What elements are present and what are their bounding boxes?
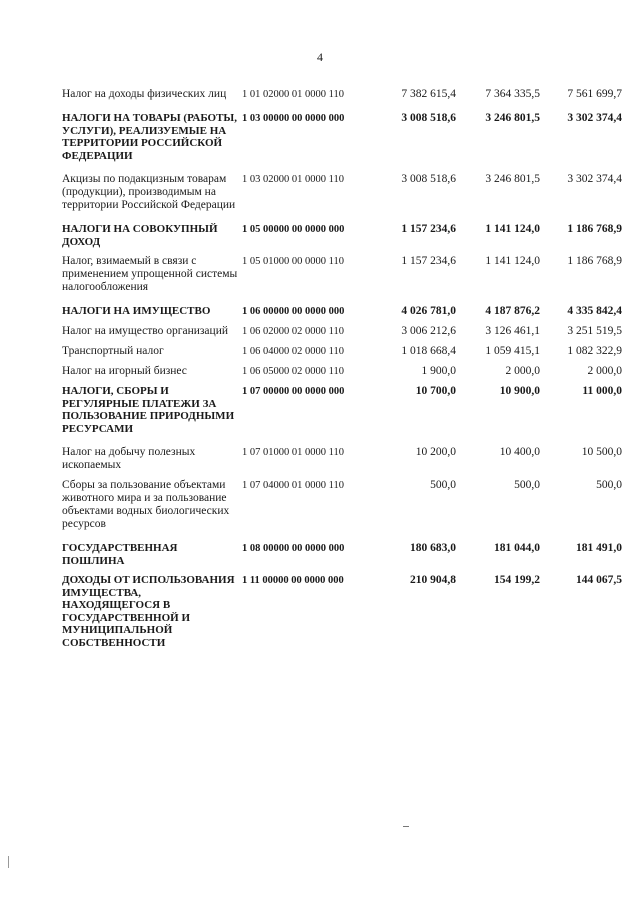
row-value-3: 3 302 374,4 [567, 112, 622, 124]
row-value-3: 11 000,0 [582, 385, 622, 397]
row-value-2: 154 199,2 [494, 574, 540, 586]
row-value-3: 181 491,0 [576, 542, 622, 554]
row-value-1: 3 006 212,6 [401, 325, 456, 337]
table-row [62, 301, 622, 325]
table-row [62, 574, 622, 656]
row-value-1: 180 683,0 [410, 542, 456, 554]
row-value-2: 1 059 415,1 [485, 345, 540, 357]
row-value-2: 10 400,0 [499, 446, 540, 458]
row-code: 1 06 04000 02 0000 110 [242, 346, 344, 357]
row-value-1: 1 157 234,6 [401, 255, 456, 267]
row-name: НАЛОГИ, СБОРЫ И РЕГУЛЯРНЫЕ ПЛАТЕЖИ ЗА ПОЛЬЗОВАНИЕ ПРИРОДНЫМИ РЕСУРСАМИ [62, 385, 235, 435]
table-row [62, 88, 622, 108]
row-name: Налог на игорный бизнес [62, 365, 187, 377]
row-value-2: 1 141 124,0 [485, 255, 540, 267]
row-value-1: 3 008 518,6 [401, 173, 456, 185]
row-name: НАЛОГИ НА ИМУЩЕСТВО [62, 305, 211, 317]
row-value-1: 500,0 [430, 479, 456, 491]
row-value-2: 7 364 335,5 [485, 88, 540, 100]
table-row [62, 385, 622, 442]
row-value-3: 2 000,0 [587, 365, 622, 377]
row-code: 1 03 00000 00 0000 000 [242, 113, 345, 124]
row-name: ГОСУДАРСТВЕННАЯ ПОШЛИНА [62, 542, 178, 567]
row-value-2: 3 126 461,1 [485, 325, 540, 337]
row-value-1: 1 018 668,4 [401, 345, 456, 357]
row-value-2: 1 141 124,0 [485, 223, 540, 235]
table-body [62, 88, 622, 656]
row-value-3: 7 561 699,7 [567, 88, 622, 100]
row-value-3: 500,0 [596, 479, 622, 491]
table-row [62, 219, 622, 255]
page-number: 4 [317, 50, 323, 64]
row-name: Сборы за пользование объектами животного мира и за пользование объектами водных биологических ресурсов [62, 479, 230, 530]
row-value-2: 3 246 801,5 [485, 112, 540, 124]
row-code: 1 06 02000 02 0000 110 [242, 326, 344, 337]
table-row [62, 479, 622, 538]
row-value-1: 1 900,0 [421, 365, 456, 377]
row-value-3: 1 082 322,9 [567, 345, 622, 357]
row-value-3: 4 335 842,4 [567, 305, 622, 317]
row-value-1: 10 200,0 [415, 446, 456, 458]
row-value-1: 4 026 781,0 [401, 305, 456, 317]
row-value-2: 4 187 876,2 [485, 305, 540, 317]
scan-mark [403, 826, 409, 827]
row-value-3: 144 067,5 [576, 574, 622, 586]
row-code: 1 06 05000 02 0000 110 [242, 366, 344, 377]
row-code: 1 03 02000 01 0000 110 [242, 174, 344, 185]
table-row [62, 108, 622, 169]
row-name: Налог на доходы физических лиц [62, 88, 227, 100]
row-code: 1 06 00000 00 0000 000 [242, 306, 345, 317]
table-row [62, 169, 622, 219]
row-name: НАЛОГИ НА СОВОКУПНЫЙ ДОХОД [62, 223, 218, 248]
row-code: 1 07 00000 00 0000 000 [242, 386, 345, 397]
row-value-3: 1 186 768,9 [567, 223, 622, 235]
row-code: 1 07 04000 01 0000 110 [242, 480, 344, 491]
row-code: 1 08 00000 00 0000 000 [242, 543, 345, 554]
row-value-3: 10 500,0 [581, 446, 622, 458]
row-code: 1 11 00000 00 0000 000 [242, 575, 344, 586]
row-value-3: 3 251 519,5 [567, 325, 622, 337]
row-value-3: 1 186 768,9 [567, 255, 622, 267]
row-name: НАЛОГИ НА ТОВАРЫ (РАБОТЫ, УСЛУГИ), РЕАЛИЗУЕМЫЕ НА ТЕРРИТОРИИ РОССИЙСКОЙ ФЕДЕРАЦИИ [62, 112, 237, 162]
row-name: Налог, взимаемый в связи с применением упрощенной системы налогообложения [62, 255, 238, 293]
table-row [62, 538, 622, 574]
row-value-1: 10 700,0 [415, 385, 456, 397]
row-value-2: 500,0 [514, 479, 540, 491]
table-row [62, 345, 622, 365]
row-value-2: 2 000,0 [505, 365, 540, 377]
row-name: Налог на добычу полезных ископаемых [62, 446, 196, 471]
row-code: 1 01 02000 01 0000 110 [242, 89, 344, 100]
row-name: Налог на имущество организаций [62, 325, 228, 337]
row-code: 1 05 01000 00 0000 110 [242, 256, 344, 267]
row-code: 1 07 01000 01 0000 110 [242, 447, 344, 458]
margin-mark [8, 856, 9, 868]
table-row [62, 325, 622, 345]
row-code: 1 05 00000 00 0000 000 [242, 224, 345, 235]
table-row [62, 365, 622, 385]
table-row [62, 442, 622, 479]
row-value-1: 3 008 518,6 [401, 112, 456, 124]
row-value-1: 1 157 234,6 [401, 223, 456, 235]
row-value-2: 10 900,0 [499, 385, 540, 397]
table-row [62, 255, 622, 301]
row-value-1: 7 382 615,4 [401, 88, 456, 100]
row-value-1: 210 904,8 [410, 574, 456, 586]
budget-revenue-table [62, 88, 622, 656]
row-name: Транспортный налог [62, 345, 164, 357]
row-value-2: 181 044,0 [494, 542, 540, 554]
row-value-3: 3 302 374,4 [567, 173, 622, 185]
row-value-2: 3 246 801,5 [485, 173, 540, 185]
row-name: Акцизы по подакцизным товарам (продукции), производимым на территории Российской Федерации [62, 173, 236, 211]
row-name: ДОХОДЫ ОТ ИСПОЛЬЗОВАНИЯ ИМУЩЕСТВА, НАХОДЯЩЕГОСЯ В ГОСУДАРСТВЕННОЙ И МУНИЦИПАЛЬНОЙ СОБСТВЕННОСТИ [62, 574, 235, 649]
